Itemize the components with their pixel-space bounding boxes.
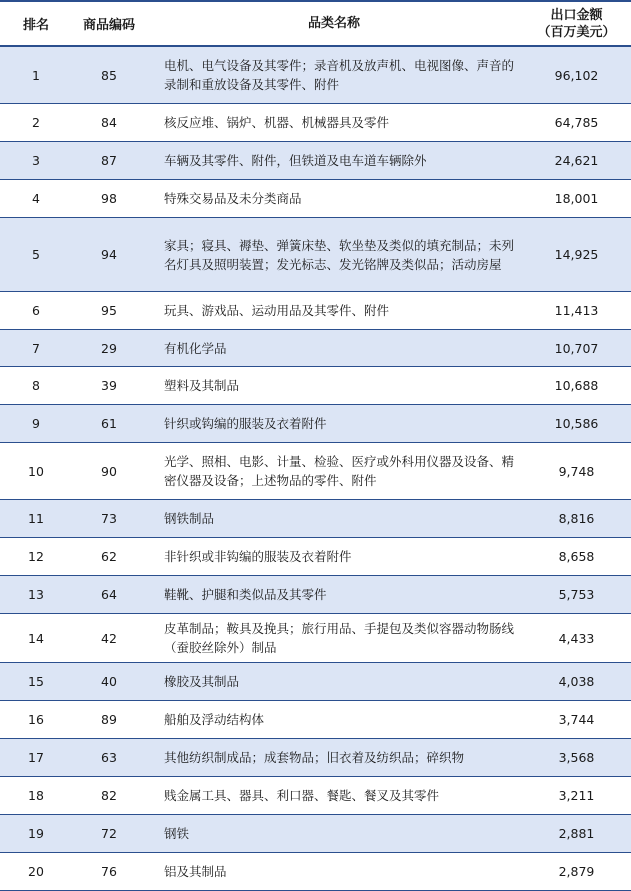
rank-cell: 13 bbox=[28, 587, 44, 602]
rank-cell: 11 bbox=[28, 511, 44, 526]
name-cell: 贱金属工具、器具、利口器、餐匙、餐叉及其零件 bbox=[164, 788, 440, 803]
table-row bbox=[0, 576, 631, 614]
table-row bbox=[0, 815, 631, 853]
name-cell: 核反应堆、锅炉、机器、机械器具及零件 bbox=[164, 115, 390, 130]
header-value-line1: 出口金额 bbox=[550, 7, 603, 23]
table-row bbox=[0, 104, 631, 142]
code-cell: 85 bbox=[101, 67, 117, 83]
value-cell: 4,038 bbox=[558, 674, 595, 689]
name-cell: 电机、电气设备及其零件；录音机及放声机、电视图像、声音的录制和重放设备及其零件、附件 bbox=[164, 58, 515, 92]
rank-cell: 4 bbox=[32, 191, 40, 206]
name-cell: 船舶及浮动结构体 bbox=[164, 712, 265, 727]
table-row bbox=[0, 614, 631, 663]
code-cell: 89 bbox=[101, 712, 117, 727]
value-cell: 10,688 bbox=[554, 378, 599, 393]
rank-cell: 6 bbox=[32, 303, 40, 318]
value-cell: 9,748 bbox=[558, 463, 595, 479]
name-cell: 皮革制品；鞍具及挽具；旅行用品、手提包及类似容器动物肠线（蚕胶丝除外）制品 bbox=[164, 621, 515, 655]
code-cell: 82 bbox=[101, 788, 117, 803]
code-cell: 64 bbox=[101, 587, 117, 602]
rank-cell: 20 bbox=[28, 864, 44, 879]
name-cell: 橡胶及其制品 bbox=[164, 674, 240, 689]
rank-cell: 10 bbox=[28, 463, 44, 479]
name-cell: 铝及其制品 bbox=[164, 864, 227, 879]
header-code: 商品编码 bbox=[82, 18, 135, 33]
value-cell: 8,816 bbox=[558, 511, 595, 526]
name-cell: 非针织或非钩编的服装及衣着附件 bbox=[164, 549, 352, 564]
header-value bbox=[522, 7, 631, 41]
rank-cell: 2 bbox=[32, 115, 40, 130]
value-cell: 2,881 bbox=[558, 826, 595, 841]
name-cell: 光学、照相、电影、计量、检验、医疗或外科用仪器及设备、精密仪器及设备；上述物品的零件、附件 bbox=[164, 454, 515, 488]
code-cell: 87 bbox=[101, 153, 117, 168]
value-cell: 4,433 bbox=[558, 630, 595, 646]
name-cell: 塑料及其制品 bbox=[164, 378, 240, 393]
code-cell: 61 bbox=[101, 416, 117, 431]
table-row bbox=[0, 739, 631, 777]
header-rank: 排名 bbox=[22, 18, 49, 33]
name-cell: 家具；寝具、褥垫、弹簧床垫、软坐垫及类似的填充制品；未列名灯具及照明装置；发光标志、发光铭牌及类似品；活动房屋 bbox=[164, 237, 515, 272]
code-cell: 94 bbox=[101, 247, 117, 262]
name-cell: 车辆及其零件、附件，但铁道及电车道车辆除外 bbox=[164, 153, 427, 168]
code-cell: 90 bbox=[101, 463, 117, 479]
value-cell: 5,753 bbox=[558, 587, 595, 602]
value-cell: 3,744 bbox=[558, 712, 595, 727]
rank-cell: 12 bbox=[28, 549, 44, 564]
name-cell: 其他纺织制成品；成套物品；旧衣着及纺织品；碎织物 bbox=[164, 750, 465, 765]
header-value-line2: （百万美元） bbox=[537, 24, 616, 40]
rank-cell: 8 bbox=[32, 378, 40, 393]
code-cell: 40 bbox=[101, 674, 117, 689]
value-cell: 3,211 bbox=[558, 788, 595, 803]
table-row bbox=[0, 663, 631, 701]
value-cell: 10,586 bbox=[554, 416, 599, 431]
value-cell: 11,413 bbox=[554, 303, 599, 318]
name-cell: 钢铁 bbox=[164, 826, 190, 841]
table-row bbox=[0, 853, 631, 891]
rank-cell: 18 bbox=[28, 788, 44, 803]
name-cell: 特殊交易品及未分类商品 bbox=[164, 191, 302, 206]
table-row bbox=[0, 777, 631, 815]
code-cell: 39 bbox=[101, 378, 117, 393]
header-name: 品类名称 bbox=[307, 16, 360, 31]
table-row bbox=[0, 142, 631, 180]
rank-cell: 7 bbox=[32, 340, 40, 356]
name-cell: 有机化学品 bbox=[164, 340, 227, 356]
table-header bbox=[0, 0, 631, 47]
value-cell: 96,102 bbox=[554, 67, 599, 83]
table-row bbox=[0, 405, 631, 443]
value-cell: 64,785 bbox=[554, 115, 599, 130]
code-cell: 42 bbox=[101, 630, 117, 646]
table-row bbox=[0, 538, 631, 576]
table-row bbox=[0, 47, 631, 104]
name-cell: 鞋靴、护腿和类似品及其零件 bbox=[164, 587, 327, 602]
table-row bbox=[0, 292, 631, 330]
rank-cell: 16 bbox=[28, 712, 44, 727]
name-cell: 玩具、游戏品、运动用品及其零件、附件 bbox=[164, 303, 390, 318]
name-cell: 针织或钩编的服装及衣着附件 bbox=[164, 416, 327, 431]
code-cell: 98 bbox=[101, 191, 117, 206]
table-row bbox=[0, 330, 631, 367]
code-cell: 72 bbox=[101, 826, 117, 841]
table-row bbox=[0, 443, 631, 500]
table-body bbox=[0, 47, 631, 891]
value-cell: 8,658 bbox=[558, 549, 595, 564]
rank-cell: 14 bbox=[28, 630, 44, 646]
value-cell: 14,925 bbox=[554, 247, 599, 262]
table-row bbox=[0, 180, 631, 218]
rank-cell: 19 bbox=[28, 826, 44, 841]
code-cell: 76 bbox=[101, 864, 117, 879]
code-cell: 29 bbox=[101, 340, 117, 356]
table-row bbox=[0, 500, 631, 538]
table-row bbox=[0, 218, 631, 292]
value-cell: 18,001 bbox=[554, 191, 599, 206]
rank-cell: 3 bbox=[32, 153, 40, 168]
rank-cell: 1 bbox=[32, 67, 40, 83]
rank-cell: 15 bbox=[28, 674, 44, 689]
value-cell: 2,879 bbox=[558, 864, 595, 879]
value-cell: 3,568 bbox=[558, 750, 595, 765]
code-cell: 73 bbox=[101, 511, 117, 526]
name-cell: 钢铁制品 bbox=[164, 511, 215, 526]
value-cell: 24,621 bbox=[554, 153, 599, 168]
code-cell: 63 bbox=[101, 750, 117, 765]
table-row bbox=[0, 367, 631, 405]
code-cell: 84 bbox=[101, 115, 117, 130]
rank-cell: 5 bbox=[32, 247, 40, 262]
code-cell: 95 bbox=[101, 303, 117, 318]
code-cell: 62 bbox=[101, 549, 117, 564]
table-row bbox=[0, 701, 631, 739]
value-cell: 10,707 bbox=[554, 340, 599, 356]
rank-cell: 9 bbox=[32, 416, 40, 431]
rank-cell: 17 bbox=[28, 750, 44, 765]
